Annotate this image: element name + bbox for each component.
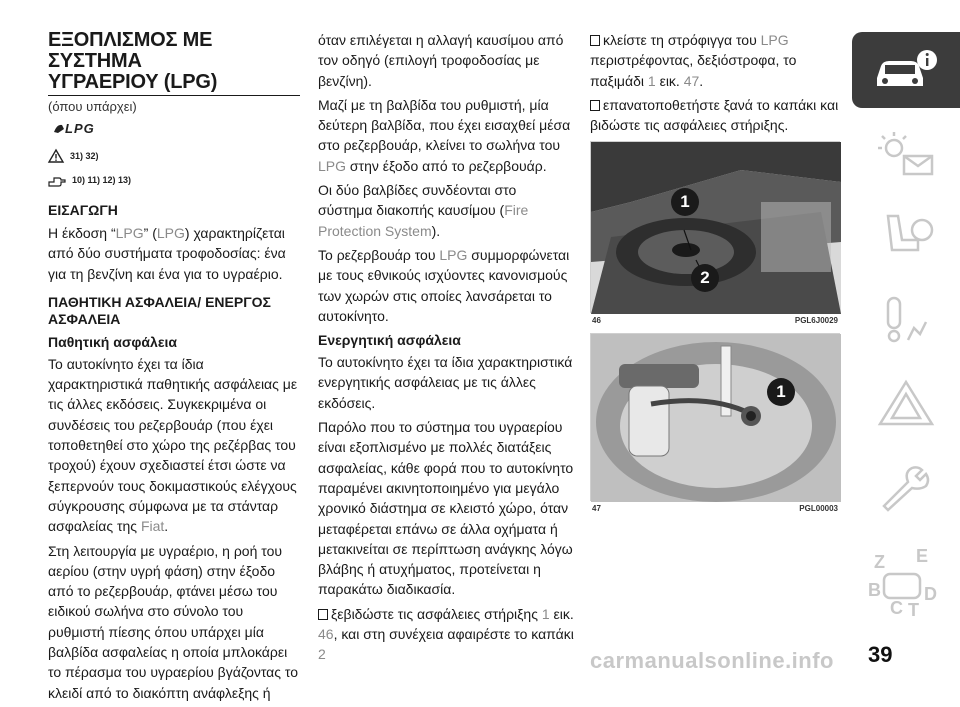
passive-safety-heading: Παθητική ασφάλεια	[48, 333, 177, 350]
passive-paragraph-2: Στη λειτουργία με υγραέριο, η ροή του αερίου (στην υγρή φάση) στην έξοδο από το ρεζερβουάρ, φτάνει μέσω του ειδικού σωλήνα στο σύνολο του ρυθμιστή πίεσης όπου υπάρχει μία βαλβίδα ασφαλείας η οποία μπλοκάρει το πέρασμα του υγραερίου βγάζοντας το κλειδί από το διακόπτη ανάφλεξης ή	[48, 542, 299, 701]
index-letter-c: C	[890, 598, 903, 618]
index-letter-t: T	[908, 600, 919, 620]
active-safety-heading: Ενεργητική ασφάλεια	[318, 332, 461, 349]
seat-safety-icon	[874, 210, 938, 262]
index-icon	[864, 544, 948, 624]
paragraph-fuel-change: όταν επιλέγεται η αλλαγή καυσίμου από τον οδηγό (επιλογή τροφοδοσίας με βενζίνη).	[318, 32, 564, 89]
step-3: επανατοποθετήστε ξανά το καπάκι και βιδώστε τις ασφάλειες στήριξης.	[590, 96, 839, 134]
tab-index[interactable]	[852, 534, 960, 634]
figure-47-caption: 47 PGL00003	[592, 504, 838, 514]
lpg-logo-icon	[52, 120, 300, 138]
intro-heading: ΕΙΣΑΓΩΓΗ	[48, 202, 118, 218]
valve-photo	[591, 334, 841, 502]
index-letter-z: Z	[874, 552, 885, 572]
section-title-line1: ΕΞΟΠΛΙΣΜΟΣ ΜΕ ΣΥΣΤΗΜΑ	[48, 29, 213, 72]
index-letter-e: E	[916, 546, 929, 566]
step-2: κλείστε τη στρόφιγγα του LPG περιστρέφοντας, δεξιόστροφα, το παξιμάδι 1 εικ. 47.	[590, 32, 797, 89]
figure-46-caption: 46 PGL6J0029	[592, 316, 838, 326]
tab-maintenance[interactable]	[852, 450, 960, 526]
tab-car-info[interactable]	[852, 32, 960, 108]
checkbox-bullet-icon	[590, 100, 600, 111]
callout-2: 2	[691, 264, 719, 292]
figure-46-trunk	[590, 141, 840, 313]
chapter-sidebar	[852, 30, 960, 650]
watermark: carmanualsonline.info	[590, 648, 834, 673]
svg-text:LPG: LPG	[65, 121, 95, 136]
section-title-line2: ΥΓΡΑΕΡΙΟΥ (LPG)	[48, 72, 300, 96]
warning-refs: 31) 32)	[70, 151, 99, 161]
left-column	[48, 30, 300, 707]
availability-note: (όπου υπάρχει)	[48, 99, 137, 114]
warning-lights-icon	[874, 128, 938, 180]
paragraph-active-safety: Το αυτοκίνητο έχει τα ίδια χαρακτηριστικά ενεργητικής ασφάλειας με τις άλλες εκδόσεις.	[318, 354, 573, 411]
warning-ref-row-1	[48, 144, 300, 168]
middle-column	[318, 30, 574, 669]
index-letter-d: D	[924, 584, 937, 604]
callout-1: 1	[671, 188, 699, 216]
paragraph-fire-protection: Οι δύο βαλβίδες συνδέονται στο σύστημα διακοπής καυσίμου (Fire Protection System).	[318, 182, 529, 239]
start-drive-icon	[874, 294, 938, 346]
tab-start-drive[interactable]	[852, 282, 960, 358]
tab-seat-safety[interactable]	[852, 198, 960, 274]
maintenance-icon	[874, 462, 938, 514]
intro-paragraph: Η έκδοση “LPG” (LPG) χαρακτηρίζεται από δύο συστήματα τροφοδοσίας: ένα για τη βενζίνη και ένα για το υγραέριο.	[48, 225, 286, 282]
safety-heading: ΠΑΘΗΤΙΚΗ ΑΣΦΑΛΕΙΑ/ ΕΝΕΡΓΟΣ ΑΣΦΑΛΕΙΑ	[48, 293, 271, 327]
passive-paragraph: Το αυτοκίνητο έχει τα ίδια χαρακτηριστικά παθητικής ασφάλειας με τις άλλες εκδόσεις. Συγκεκριμένα οι συνδέσεις του ρεζερβουάρ (που έχει τοποθετηθεί στο χώρο της ρεζέρβας του τροχού) έχουν σχεδιαστεί έτσι ώστε να ξεπερνούν τους δοκιμαστικούς ελέγχους σύγκρουσης σύμφωνα με τα στάνταρ ασφαλείας της Fiat.	[48, 355, 298, 535]
info-hand-icon	[48, 173, 66, 187]
right-column	[590, 30, 840, 513]
warning-triangle-icon	[48, 149, 64, 163]
tab-emergency[interactable]	[852, 366, 960, 442]
checkbox-bullet-icon	[318, 609, 328, 620]
emergency-icon	[874, 378, 938, 430]
page-number: 39	[868, 642, 893, 667]
step-1: ξεβιδώστε τις ασφάλειες στήριξης 1 εικ. 46, και στη συνέχεια αφαιρέστε το καπάκι 2	[318, 605, 574, 663]
tab-warning-lights[interactable]	[852, 116, 960, 192]
paragraph-second-valve: Μαζί με τη βαλβίδα του ρυθμιστή, μία δεύτερη βαλβίδα, που έχει εισαχθεί μέσα στο ρεζερβουάρ, κλείνει το σωλήνα του LPG στην έξοδο από το ρεζερβουάρ.	[318, 96, 571, 174]
checkbox-bullet-icon	[590, 35, 600, 46]
callout-1: 1	[767, 378, 795, 406]
warning-ref-row-2	[48, 168, 300, 192]
figure-47-valve	[590, 333, 840, 501]
index-letter-b: B	[868, 580, 881, 600]
trunk-photo	[591, 142, 841, 314]
paragraph-tank-compliance: Το ρεζερβουάρ του LPG συμμορφώνεται με τους εθνικούς ισχύοντες κανονισμούς των χωρών στις οποίες λανσάρεται το αυτοκίνητο.	[318, 246, 570, 324]
car-info-icon	[871, 48, 941, 92]
paragraph-procedure: Παρόλο που το σύστημα του υγραερίου είναι εξοπλισμένο με πολλές διατάξεις ασφαλείας, κάθε φορά που το αυτοκίνητο παραμένει ακινητοποιημένο για μεγάλο χρονικό διάστημα σε κλειστό χώρο, όταν μεταφέρεται επάνω σε άλλα οχήματα ή μετακινείται σε περίπτωση ανάγκης λόγω βλάβης ή ατυχήματος, προτείνεται η παρακάτω διαδικασία.	[318, 419, 574, 598]
note-refs: 10) 11) 12) 13)	[72, 175, 132, 185]
